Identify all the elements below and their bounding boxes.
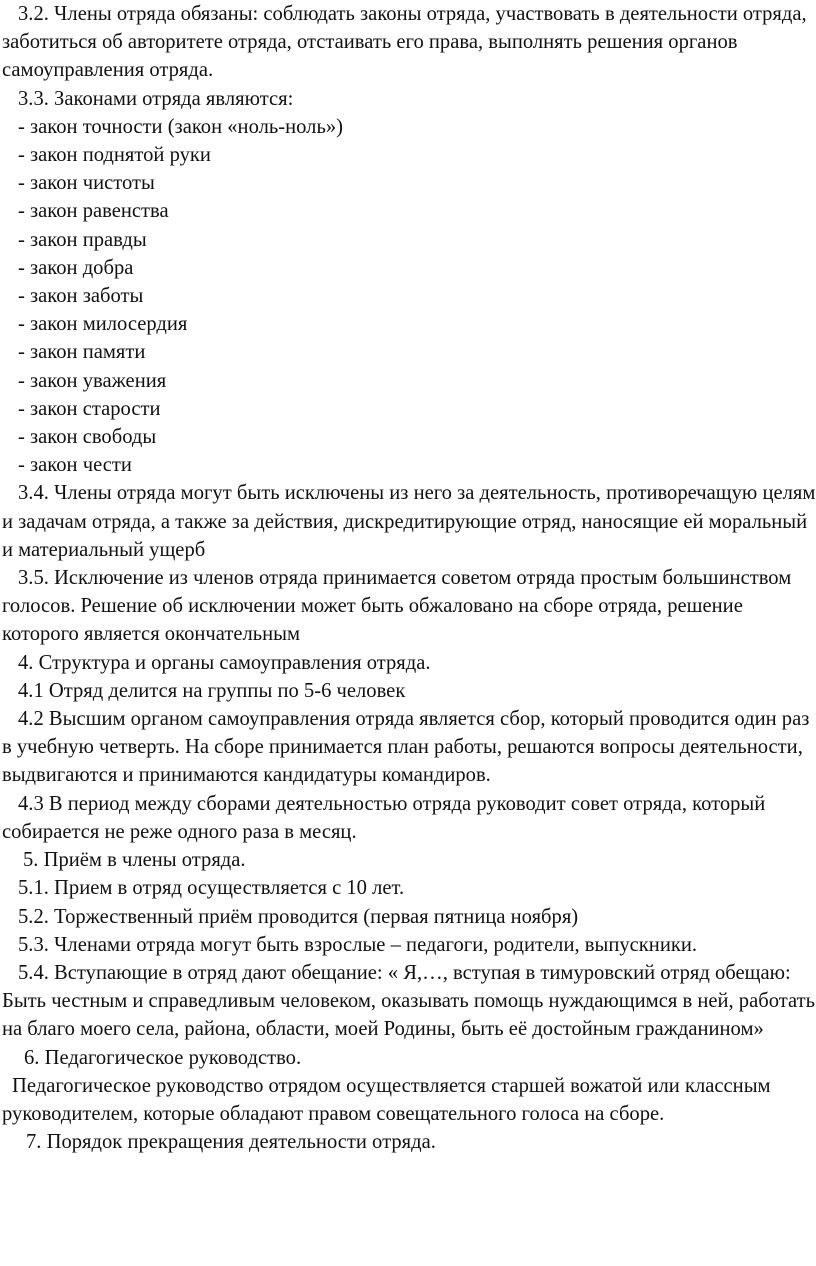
list-item: - закон поднятой руки (18, 144, 211, 167)
list-item: - закон точности (закон «ноль-ноль») (18, 115, 343, 138)
paragraph-3-4: 3.4. Члены отряда могут быть исключены из него за деятельность, противоречащую целям и задачам отряда, а также за действия, дискредитирующие отряд, наносящие ей моральный и материальный ущерб (2, 482, 816, 561)
list-item: - закон чести (18, 454, 132, 477)
list-item: - закон памяти (18, 341, 146, 364)
list-item: - закон уважения (18, 369, 167, 392)
section-heading-4: 4. Структура и органы самоуправления отряда. (18, 651, 431, 674)
list-item: - закон правды (18, 228, 147, 251)
list-item: - закон равенства (18, 200, 169, 223)
paragraph-3-3: 3.3. Законами отряда являются: (18, 87, 294, 110)
paragraph-5-3: 5.3. Членами отряда могут быть взрослые – педагоги, родители, выпускники. (18, 933, 698, 956)
paragraph-5-1: 5.1. Прием в отряд осуществляется с 10 лет. (18, 877, 405, 900)
list-item: - закон заботы (18, 285, 144, 308)
paragraph-4-3: 4.3 В период между сборами деятельностью отряда руководит совет отряда, который собирается не реже одного раза в месяц. (2, 792, 766, 843)
list-item: - закон старости (18, 397, 161, 420)
section-heading-7: 7. Порядок прекращения деятельности отряда. (26, 1131, 436, 1154)
list-item: - закон милосердия (18, 313, 188, 336)
paragraph-5-2: 5.2. Торжественный приём проводится (первая пятница ноября) (18, 905, 579, 928)
paragraph-4-2: 4.2 Высшим органом самоуправления отряда является сбор, который проводится один раз в учебную четверть. На сборе принимается план работы, решаются вопросы деятельности, выдвигаются и принимаются кандидатуры командиров. (2, 708, 810, 787)
section-heading-5: 5. Приём в члены отряда. (23, 849, 246, 872)
paragraph-3-5: 3.5. Исключение из членов отряда принимается советом отряда простым большинством голосов. Решение об исключении может быть обжаловано на сборе отряда, решение которого является окончательным (2, 567, 792, 646)
paragraph-3-2: 3.2. Члены отряда обязаны: соблюдать законы отряда, участвовать в деятельности отряда, заботиться об авторитете отряда, отстаивать его права, выполнять решения органов самоуправления отряда. (2, 3, 807, 82)
paragraph-5-4: 5.4. Вступающие в отряд дают обещание: « Я,…, вступая в тимуровский отряд обещаю: Быть честным и справедливым человеком, оказывать помощь нуждающимся в ней, работать на благо моего села, района, области, моей Родины, быть её достойным гражданином» (2, 961, 815, 1041)
list-item: - закон чистоты (18, 172, 155, 195)
laws-list (2, 113, 816, 480)
list-item: - закон свободы (18, 426, 157, 449)
list-item: - закон добра (18, 256, 134, 279)
section-heading-6: 6. Педагогическое руководство. (24, 1046, 302, 1069)
paragraph-6-text: Педагогическое руководство отрядом осуществляется старшей вожатой или классным руководителем, которые обладают правом совещательного голоса на сборе. (2, 1074, 771, 1125)
paragraph-4-1: 4.1 Отряд делится на группы по 5-6 человек (18, 679, 406, 702)
